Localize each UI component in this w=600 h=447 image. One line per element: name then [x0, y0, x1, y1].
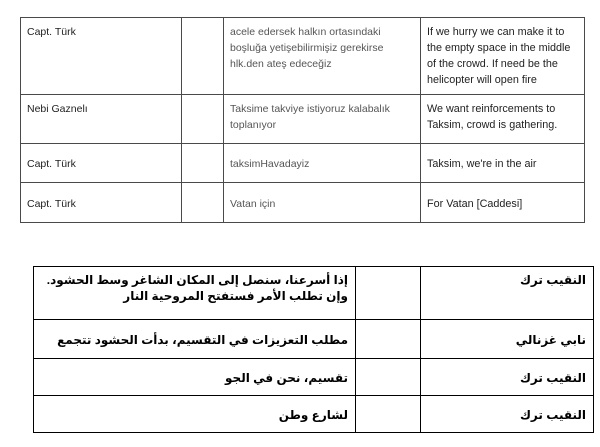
- speaker-cell: Capt. Türk: [21, 144, 182, 183]
- speaker-cell: Nebi Gaznelı: [21, 95, 182, 144]
- table-row: [34, 320, 594, 359]
- speaker-cell: Capt. Türk: [21, 18, 182, 95]
- english-text-cell: We want reinforcements to Taksim, crowd is gathering.: [421, 95, 585, 144]
- arabic-text-cell: تقسيم، نحن في الجو: [34, 359, 356, 396]
- blank-cell: [182, 183, 224, 223]
- arabic-speaker-cell: النقيب ترك: [421, 267, 594, 320]
- blank-cell: [356, 267, 421, 320]
- arabic-speaker-cell: نابي غزنالي: [421, 320, 594, 359]
- blank-cell: [356, 320, 421, 359]
- blank-cell: [182, 18, 224, 95]
- english-turkish-transcript-table: [20, 17, 585, 223]
- turkish-text-cell: taksimHavadayiz: [224, 144, 421, 183]
- table-row: [34, 267, 594, 320]
- turkish-text-cell: Taksime takviye istiyoruz kalabalık toplanıyor: [224, 95, 421, 144]
- arabic-transcript-table: [33, 266, 594, 433]
- arabic-speaker-cell: النقيب ترك: [421, 359, 594, 396]
- blank-cell: [356, 396, 421, 433]
- blank-cell: [356, 359, 421, 396]
- arabic-text-cell: إذا أسرعنا، سنصل إلى المكان الشاغر وسط الحشود. وإن تطلب الأمر فستفتح المروحية النار: [34, 267, 356, 320]
- table-row: [34, 359, 594, 396]
- turkish-text-cell: Vatan için: [224, 183, 421, 223]
- english-text-cell: For Vatan [Caddesi]: [421, 183, 585, 223]
- table-row: [21, 18, 585, 95]
- table-row: [21, 95, 585, 144]
- turkish-text-cell: acele edersek halkın ortasındaki boşluğa yetişebilirmişiz gerekirse hlk.den ateş edeceğiz: [224, 18, 421, 95]
- speaker-cell: Capt. Türk: [21, 183, 182, 223]
- english-text-cell: If we hurry we can make it to the empty space in the middle of the crowd. If need be the helicopter will open fire: [421, 18, 585, 95]
- arabic-text-cell: مطلب التعزيزات في التقسيم، بدأت الحشود تتجمع: [34, 320, 356, 359]
- english-text-cell: Taksim, we're in the air: [421, 144, 585, 183]
- table-row: [21, 183, 585, 223]
- table-row: [34, 396, 594, 433]
- table-row: [21, 144, 585, 183]
- arabic-speaker-cell: النقيب ترك: [421, 396, 594, 433]
- blank-cell: [182, 144, 224, 183]
- blank-cell: [182, 95, 224, 144]
- arabic-text-cell: لشارع وطن: [34, 396, 356, 433]
